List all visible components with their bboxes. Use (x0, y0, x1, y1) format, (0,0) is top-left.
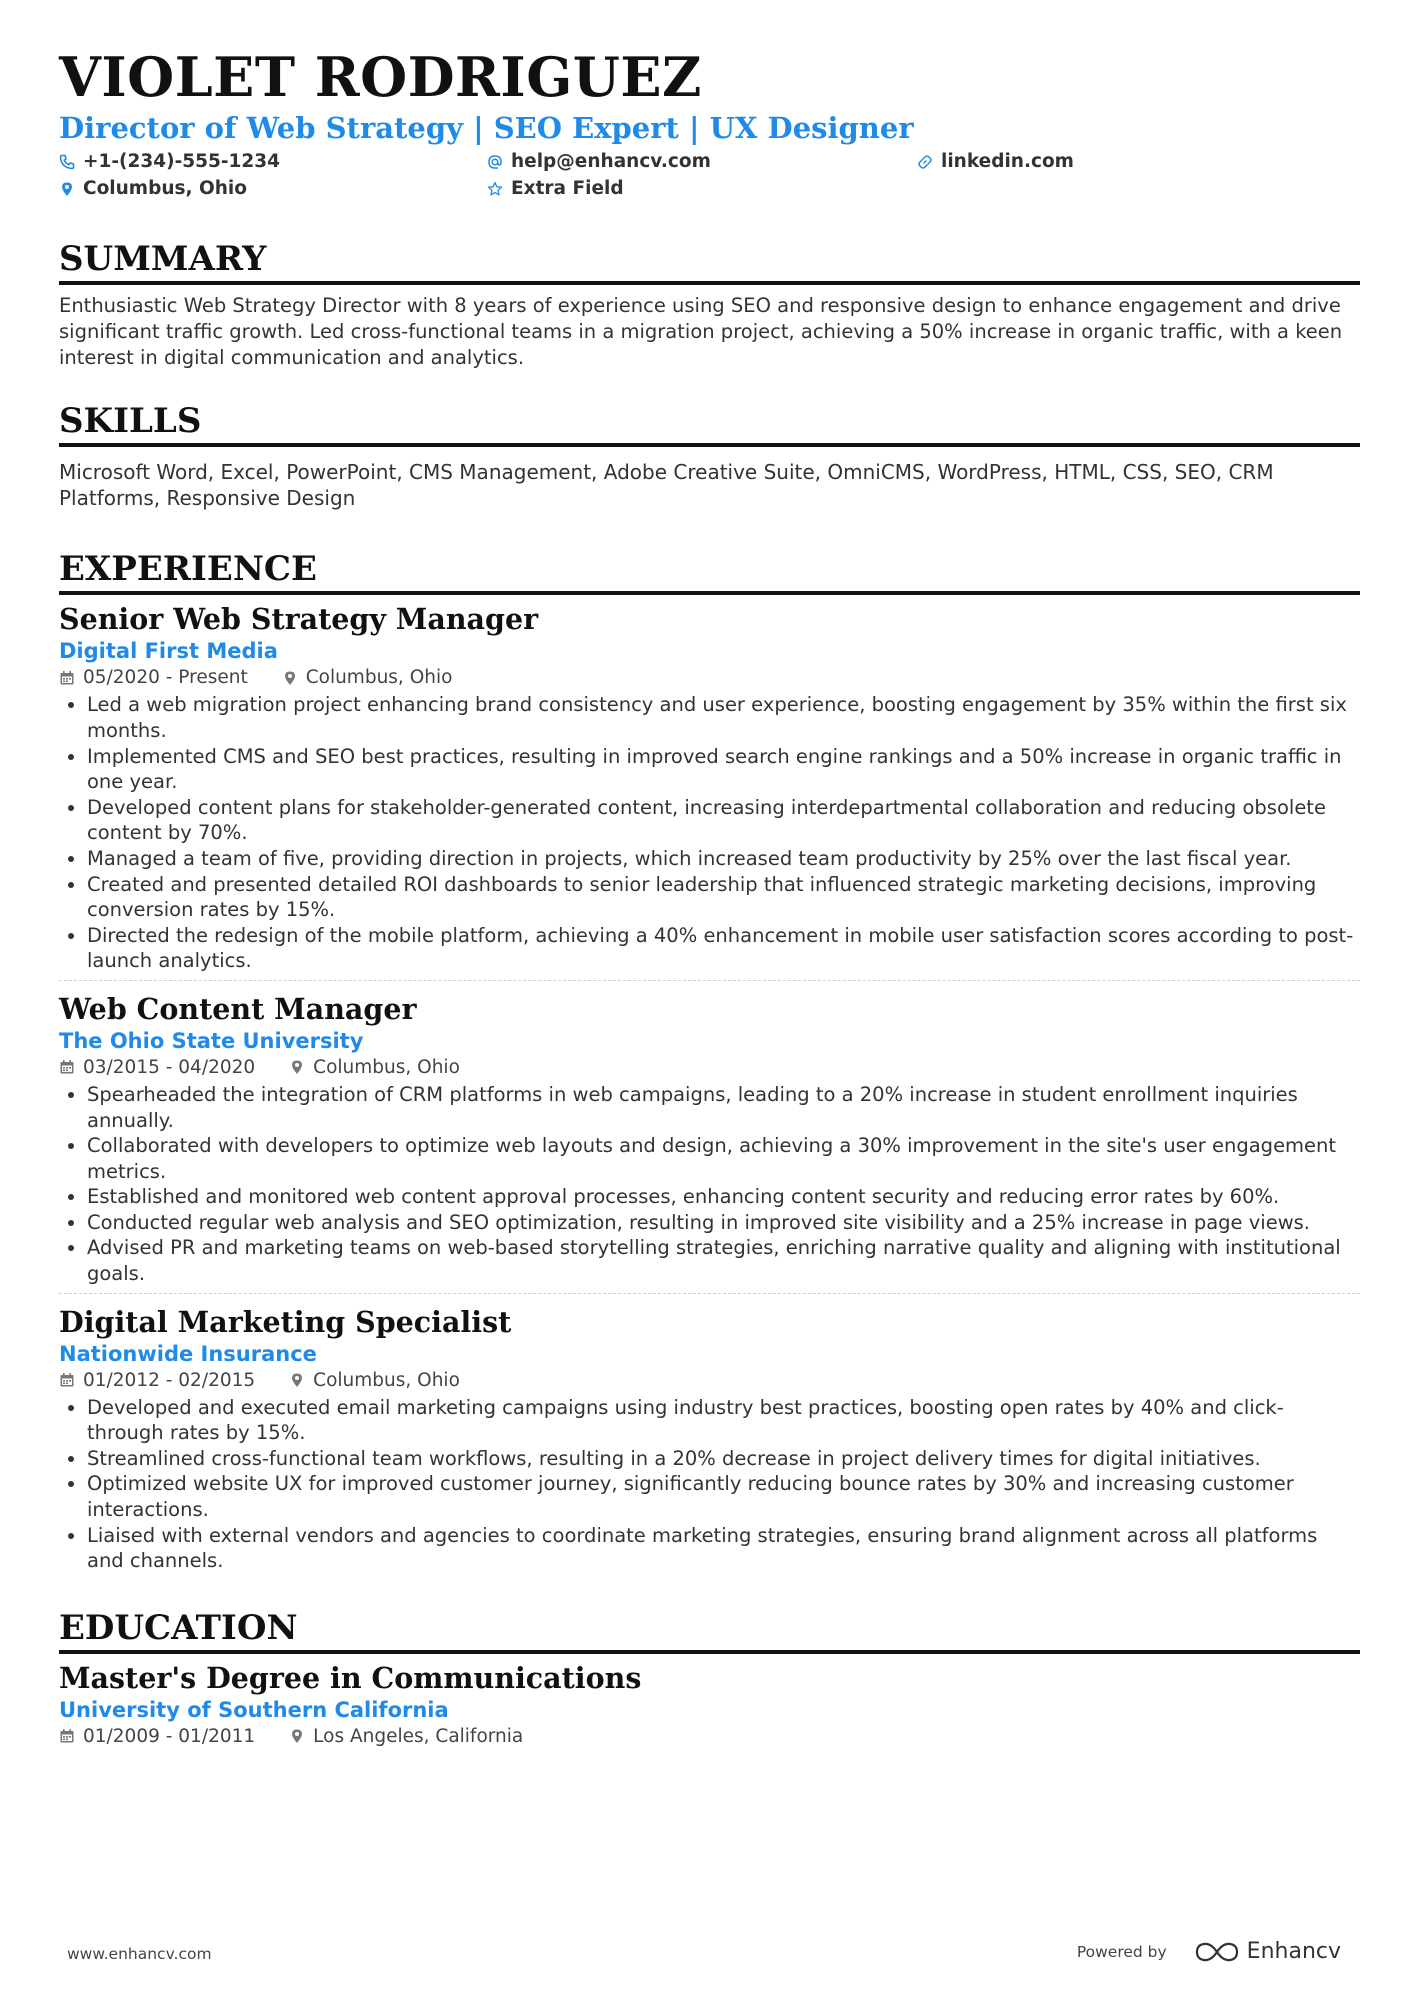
bullet-item: • Directed the redesign of the mobile platform, achieving a 40% enhancement in mobile user satisfaction scores according to post-launch analytics. (87, 923, 1360, 974)
calendar-icon (59, 670, 75, 686)
job-entry (59, 601, 1360, 974)
job-entry (59, 991, 1360, 1287)
calendar-icon (59, 1728, 75, 1744)
job-title: Senior Web Strategy Manager (59, 602, 539, 637)
phone-icon (59, 154, 75, 170)
bullet-item: • Collaborated with developers to optimize web layouts and design, achieving a 30% improvement in the site's user engagement metrics. (87, 1133, 1360, 1184)
contact-extra (487, 178, 624, 199)
linkedin-text: linkedin.com (941, 151, 1074, 173)
job-location: Columbus, Ohio (305, 667, 453, 689)
job-entry (59, 1304, 1360, 1574)
brand-name: Enhancv (1246, 1939, 1341, 1964)
job-title: Digital Marketing Specialist (59, 1304, 512, 1339)
job-title: Web Content Manager (59, 991, 417, 1026)
education-section (59, 1608, 1360, 1747)
calendar-icon (59, 1372, 75, 1388)
job-meta (59, 1370, 1360, 1391)
contact-phone (59, 151, 280, 172)
skills-section (59, 401, 1360, 511)
candidate-name: VIOLET RODRIGUEZ (59, 45, 702, 109)
company-name: Nationwide Insurance (59, 1341, 317, 1366)
bullet-item: • Led a web migration project enhancing brand consistency and user experience, boosting engagement by 35% within the first six months. (87, 692, 1360, 743)
job-bullets (59, 1395, 1360, 1574)
calendar-icon (59, 1059, 75, 1075)
location-pin-icon (59, 181, 75, 197)
contact-location (59, 178, 247, 199)
contact-email[interactable] (487, 151, 711, 172)
education-location: Los Angeles, California (313, 1725, 524, 1747)
section-heading-education: EDUCATION (59, 1608, 1360, 1654)
job-meta (59, 667, 1360, 688)
phone-text: +1-(234)-555-1234 (83, 151, 281, 173)
location-pin-icon (289, 1728, 305, 1744)
job-location: Columbus, Ohio (313, 1056, 460, 1078)
bullet-item: • Conducted regular web analysis and SEO optimization, resulting in improved site visibility and a 25% increase in page views. (87, 1210, 1360, 1236)
bullet-item: • Liaised with external vendors and agencies to coordinate marketing strategies, ensuring brand alignment across all platforms and channels. (87, 1523, 1360, 1574)
degree-title: Master's Degree in Communications (59, 1660, 642, 1695)
company-name: Digital First Media (59, 639, 278, 664)
job-location: Columbus, Ohio (313, 1369, 460, 1391)
link-icon (917, 154, 933, 170)
bullet-item: • Optimized website UX for improved customer journey, significantly reducing bounce rates by 30% and increasing customer interactions. (87, 1471, 1360, 1522)
skills-text: Microsoft Word, Excel, PowerPoint, CMS Management, Adobe Creative Suite, OmniCMS, WordPress, HTML, CSS, SEO, CRM Platforms, Responsive Design (59, 460, 1274, 511)
location-pin-icon (289, 1372, 305, 1388)
experience-section (59, 549, 1360, 1573)
at-icon (487, 154, 503, 170)
section-heading-experience: EXPERIENCE (59, 549, 1360, 595)
email-text: help@enhancv.com (511, 151, 711, 173)
summary-section (59, 239, 1360, 371)
star-icon (487, 181, 503, 197)
section-heading-skills: SKILLS (59, 401, 1360, 447)
candidate-title: Director of Web Strategy | SEO Expert | UX Designer (59, 111, 914, 146)
bullet-item: • Established and monitored web content approval processes, enhancing content security and reducing error rates by 60%. (87, 1184, 1360, 1210)
bullet-item: • Streamlined cross-functional team workflows, resulting in a 20% decrease in project delivery times for digital initiatives. (87, 1446, 1360, 1472)
location-text: Columbus, Ohio (83, 178, 247, 200)
job-dates: 05/2020 - Present (83, 667, 248, 689)
bullet-item: • Managed a team of five, providing direction in projects, which increased team productivity by 25% over the last fiscal year. (87, 846, 1360, 872)
enhancv-logo[interactable] (1195, 1939, 1341, 1964)
footer-website[interactable]: www.enhancv.com (67, 1945, 212, 1963)
extra-text: Extra Field (511, 178, 624, 200)
entry-divider (59, 980, 1360, 981)
bullet-item: • Advised PR and marketing teams on web-based storytelling strategies, enriching narrative quality and aligning with institutional goals. (87, 1235, 1360, 1286)
bullet-item: • Implemented CMS and SEO best practices, resulting in improved search engine rankings and a 50% increase in organic traffic in one year. (87, 744, 1360, 795)
job-dates: 01/2012 - 02/2015 (83, 1369, 256, 1391)
education-dates: 01/2009 - 01/2011 (83, 1725, 256, 1747)
school-name: University of Southern California (59, 1697, 449, 1722)
section-heading-summary: SUMMARY (59, 239, 1360, 285)
entry-divider (59, 1293, 1360, 1294)
education-meta (59, 1726, 1360, 1747)
location-pin-icon (289, 1059, 305, 1075)
job-bullets (59, 1082, 1360, 1287)
enhancv-logo-icon (1195, 1941, 1239, 1963)
education-entry (59, 1660, 1360, 1747)
job-meta (59, 1057, 1360, 1078)
bullet-item: • Spearheaded the integration of CRM platforms in web campaigns, leading to a 20% increase in student enrollment inquiries annually. (87, 1082, 1360, 1133)
footer-branding (1077, 1939, 1341, 1964)
bullet-item: • Developed content plans for stakeholder-generated content, increasing interdepartmental collaboration and reducing obsolete content by 70%. (87, 795, 1360, 846)
contact-linkedin[interactable] (917, 151, 1074, 172)
company-name: The Ohio State University (59, 1028, 364, 1053)
job-bullets (59, 692, 1360, 974)
resume (59, 45, 1360, 1751)
bullet-item: • Developed and executed email marketing campaigns using industry best practices, boosting open rates by 40% and click-through rates by 15%. (87, 1395, 1360, 1446)
powered-by-text: Powered by (1076, 1942, 1167, 1961)
contact-info (59, 151, 1360, 211)
job-dates: 03/2015 - 04/2020 (83, 1056, 256, 1078)
bullet-item: • Created and presented detailed ROI dashboards to senior leadership that influenced strategic marketing decisions, improving conversion rates by 15%. (87, 872, 1360, 923)
summary-text: Enthusiastic Web Strategy Director with 8 years of experience using SEO and responsive design to enhance engagement and drive significant traffic growth. Led cross-functional teams in a migration project, achieving a 50% increase in organic traffic, with a keen interest in digital communication and analytics. (59, 294, 1343, 370)
location-pin-icon (282, 670, 298, 686)
